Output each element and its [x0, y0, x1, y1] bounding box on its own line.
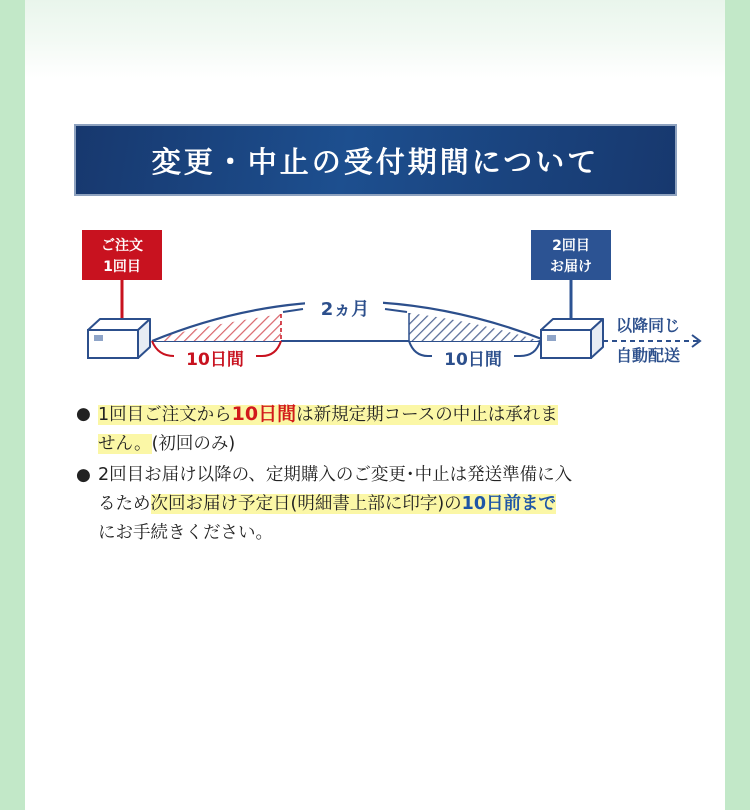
right-span-label: 10日間 [444, 350, 502, 370]
note1-tail: せん。 [98, 434, 152, 454]
bullet-icon: ● [76, 404, 91, 424]
note2-deadline: 10日前まで [461, 494, 557, 514]
note1-paren: (初回のみ) [151, 434, 236, 454]
first-order-tag-line1: ご注文 [101, 238, 143, 254]
bullet-icon: ● [76, 465, 91, 485]
note2-line1: 2回目お届け以降の、定期購入のご変更･中止は発送準備に入 [98, 465, 573, 485]
left-span-label: 10日間 [186, 350, 244, 370]
after-label-line2: 自動配送 [615, 346, 681, 365]
after-label-line1: 以降同じ [615, 316, 681, 335]
period-label: 2ヵ月 [320, 299, 370, 320]
package-box-icon [88, 319, 150, 358]
second-delivery-tag-line1: 2回目 [552, 238, 590, 254]
note2-part-c: 次回お届け予定日(明細書上部に印字)の [150, 494, 462, 514]
note2-part-b: るため [98, 494, 151, 514]
note-item-1 [74, 400, 694, 459]
note2-highlight [151, 494, 557, 514]
schedule-diagram [0, 0, 750, 400]
note-item-2 [74, 461, 694, 548]
note1-mid: は新規定期コースの中止は承れま [296, 405, 558, 425]
first-order-tag-line2: 1回目 [103, 259, 141, 275]
notes-list [74, 400, 694, 548]
note1-emphasis: 10日間 [231, 403, 297, 425]
second-delivery-tag-line2: お届け [550, 259, 592, 275]
section-title: 変更・中止の受付期間について [151, 144, 600, 179]
note2-part-e: にお手続きください。 [98, 523, 273, 543]
note1-pre: 1回目ご注文から [98, 405, 232, 425]
package-box-icon [541, 319, 603, 358]
